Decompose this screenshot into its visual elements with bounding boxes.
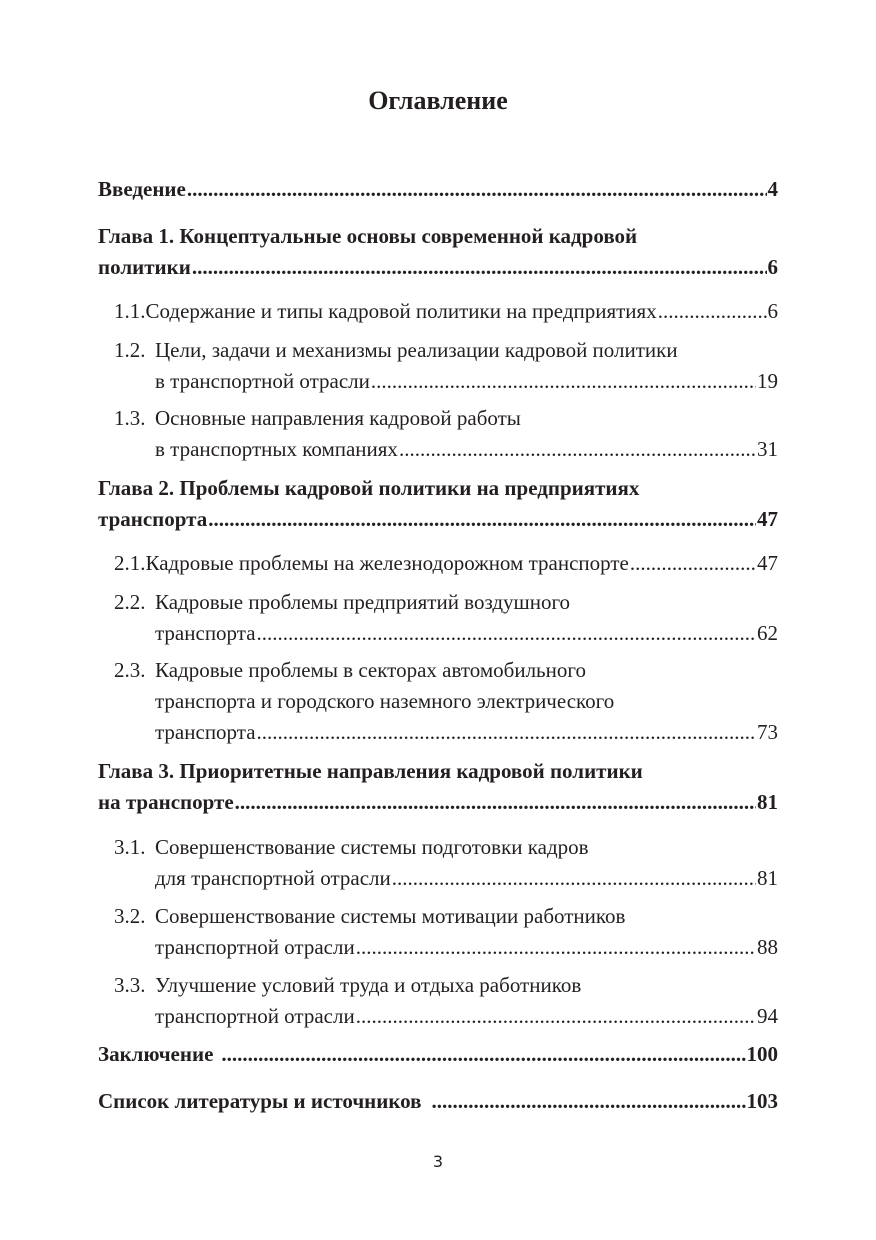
toc-section-number: 1.2.: [114, 338, 146, 362]
toc-entry-title-continued: транспорта и городского наземного электрического: [155, 689, 615, 713]
toc-page-number: 6: [767, 299, 778, 323]
toc-page-number: 81: [757, 790, 778, 814]
toc-entry-title: Кадровые проблемы в секторах автомобильного: [155, 658, 586, 682]
toc-page-number: 94: [757, 1004, 778, 1028]
toc-page-number: 47: [757, 507, 778, 531]
dot-leader: [658, 296, 767, 327]
toc-page-number: 4: [767, 177, 778, 201]
toc-entry-chapter-3[interactable]: [98, 756, 778, 818]
toc-entry-title: Глава 2. Проблемы кадровой политики на предприятиях: [98, 476, 640, 500]
dot-leader: [208, 504, 756, 535]
toc-entry-title-continued: в транспортной отрасли: [155, 369, 370, 393]
toc-entry-chapter-2[interactable]: [98, 473, 778, 535]
toc-page-number: 47: [757, 551, 778, 575]
toc-entry-introduction[interactable]: [98, 174, 778, 205]
toc-entry-section-1-1[interactable]: [114, 296, 778, 327]
toc-entry-section-3-3[interactable]: [114, 970, 778, 1032]
toc-entry-references[interactable]: [98, 1086, 778, 1117]
dot-leader: [399, 434, 756, 465]
toc-section-number: 1.3.: [114, 406, 146, 430]
toc-entry-section-1-3[interactable]: [114, 403, 778, 465]
toc-entry-title: Глава 3. Приоритетные направления кадровой политики: [98, 759, 643, 783]
toc-page-number: 62: [757, 621, 778, 645]
dot-leader: [392, 863, 756, 894]
toc-entry-title-continued: на транспорте: [98, 790, 234, 814]
toc-entry-title: Введение: [98, 177, 186, 201]
dot-leader: [630, 548, 756, 579]
toc-section-number: 2.3.: [114, 658, 146, 682]
toc-entry-chapter-1[interactable]: [98, 221, 778, 283]
toc-entry-title: Совершенствование системы мотивации работников: [155, 904, 626, 928]
toc-entry-title-continued: транспортной отрасли: [155, 935, 355, 959]
dot-leader: [192, 252, 767, 283]
dot-leader: [356, 1001, 756, 1032]
toc-entry-title: Кадровые проблемы предприятий воздушного: [155, 590, 571, 614]
toc-section-number: 2.1.: [114, 551, 146, 575]
toc-page-number: 6: [767, 255, 778, 279]
page-title: Оглавление: [368, 86, 508, 115]
toc-section-number: 3.3.: [114, 973, 146, 997]
toc-entry-title: Глава 1. Концептуальные основы современной кадровой: [98, 224, 638, 248]
toc-entry-section-2-3[interactable]: [114, 655, 778, 748]
toc-entry-conclusion[interactable]: [98, 1039, 778, 1070]
toc-entry-section-3-2[interactable]: [114, 901, 778, 963]
toc-entry-title: Улучшение условий труда и отдыха работников: [155, 973, 582, 997]
toc-page-number: 100: [746, 1042, 778, 1066]
toc-entry-section-2-1[interactable]: [114, 548, 778, 579]
dot-leader: [257, 618, 756, 649]
toc-page-number: 31: [757, 437, 778, 461]
toc-section-number: 2.2.: [114, 590, 146, 614]
dot-leader: [356, 932, 756, 963]
page-number: 3: [432, 1152, 444, 1171]
toc-entry-title-continued: транспорта: [155, 621, 256, 645]
toc-page-number: 73: [757, 720, 778, 744]
dot-leader: [187, 174, 767, 205]
toc-entry-section-2-2[interactable]: [114, 587, 778, 649]
dot-leader: [371, 366, 756, 397]
toc-entry-title-continued: транспорта: [98, 507, 208, 531]
dot-leader: [221, 1039, 745, 1070]
toc-page-number: 81: [757, 866, 778, 890]
toc-page-number: 88: [757, 935, 778, 959]
toc-entry-section-1-2[interactable]: [114, 335, 778, 397]
toc-entry-title-continued: политики: [98, 255, 191, 279]
toc-page-number: 19: [757, 369, 778, 393]
toc-entry-section-3-1[interactable]: [114, 832, 778, 894]
toc-page-number: 103: [746, 1089, 778, 1113]
toc-entry-title-continued: транспорта: [155, 720, 256, 744]
toc-entry-title: Содержание и типы кадровой политики на предприятиях: [145, 299, 657, 323]
toc-entry-title: Заключение: [98, 1042, 214, 1066]
toc-entry-title: Основные направления кадровой работы: [155, 406, 521, 430]
toc-entry-title: Кадровые проблемы на железнодорожном транспорте: [145, 551, 629, 575]
toc-section-number: 3.1.: [114, 835, 146, 859]
toc-entry-title: Цели, задачи и механизмы реализации кадровой политики: [155, 338, 678, 362]
toc-entry-title-continued: транспортной отрасли: [155, 1004, 355, 1028]
dot-leader: [432, 1086, 746, 1117]
toc-entry-title: Совершенствование системы подготовки кадров: [155, 835, 589, 859]
toc-section-number: 3.2.: [114, 904, 146, 928]
toc-entry-title-continued: в транспортных компаниях: [155, 437, 398, 461]
toc-entry-title: Список литературы и источников: [98, 1089, 422, 1113]
dot-leader: [235, 787, 756, 818]
toc-entry-title-continued: для транспортной отрасли: [155, 866, 391, 890]
dot-leader: [257, 717, 756, 748]
toc-section-number: 1.1.: [114, 299, 146, 323]
